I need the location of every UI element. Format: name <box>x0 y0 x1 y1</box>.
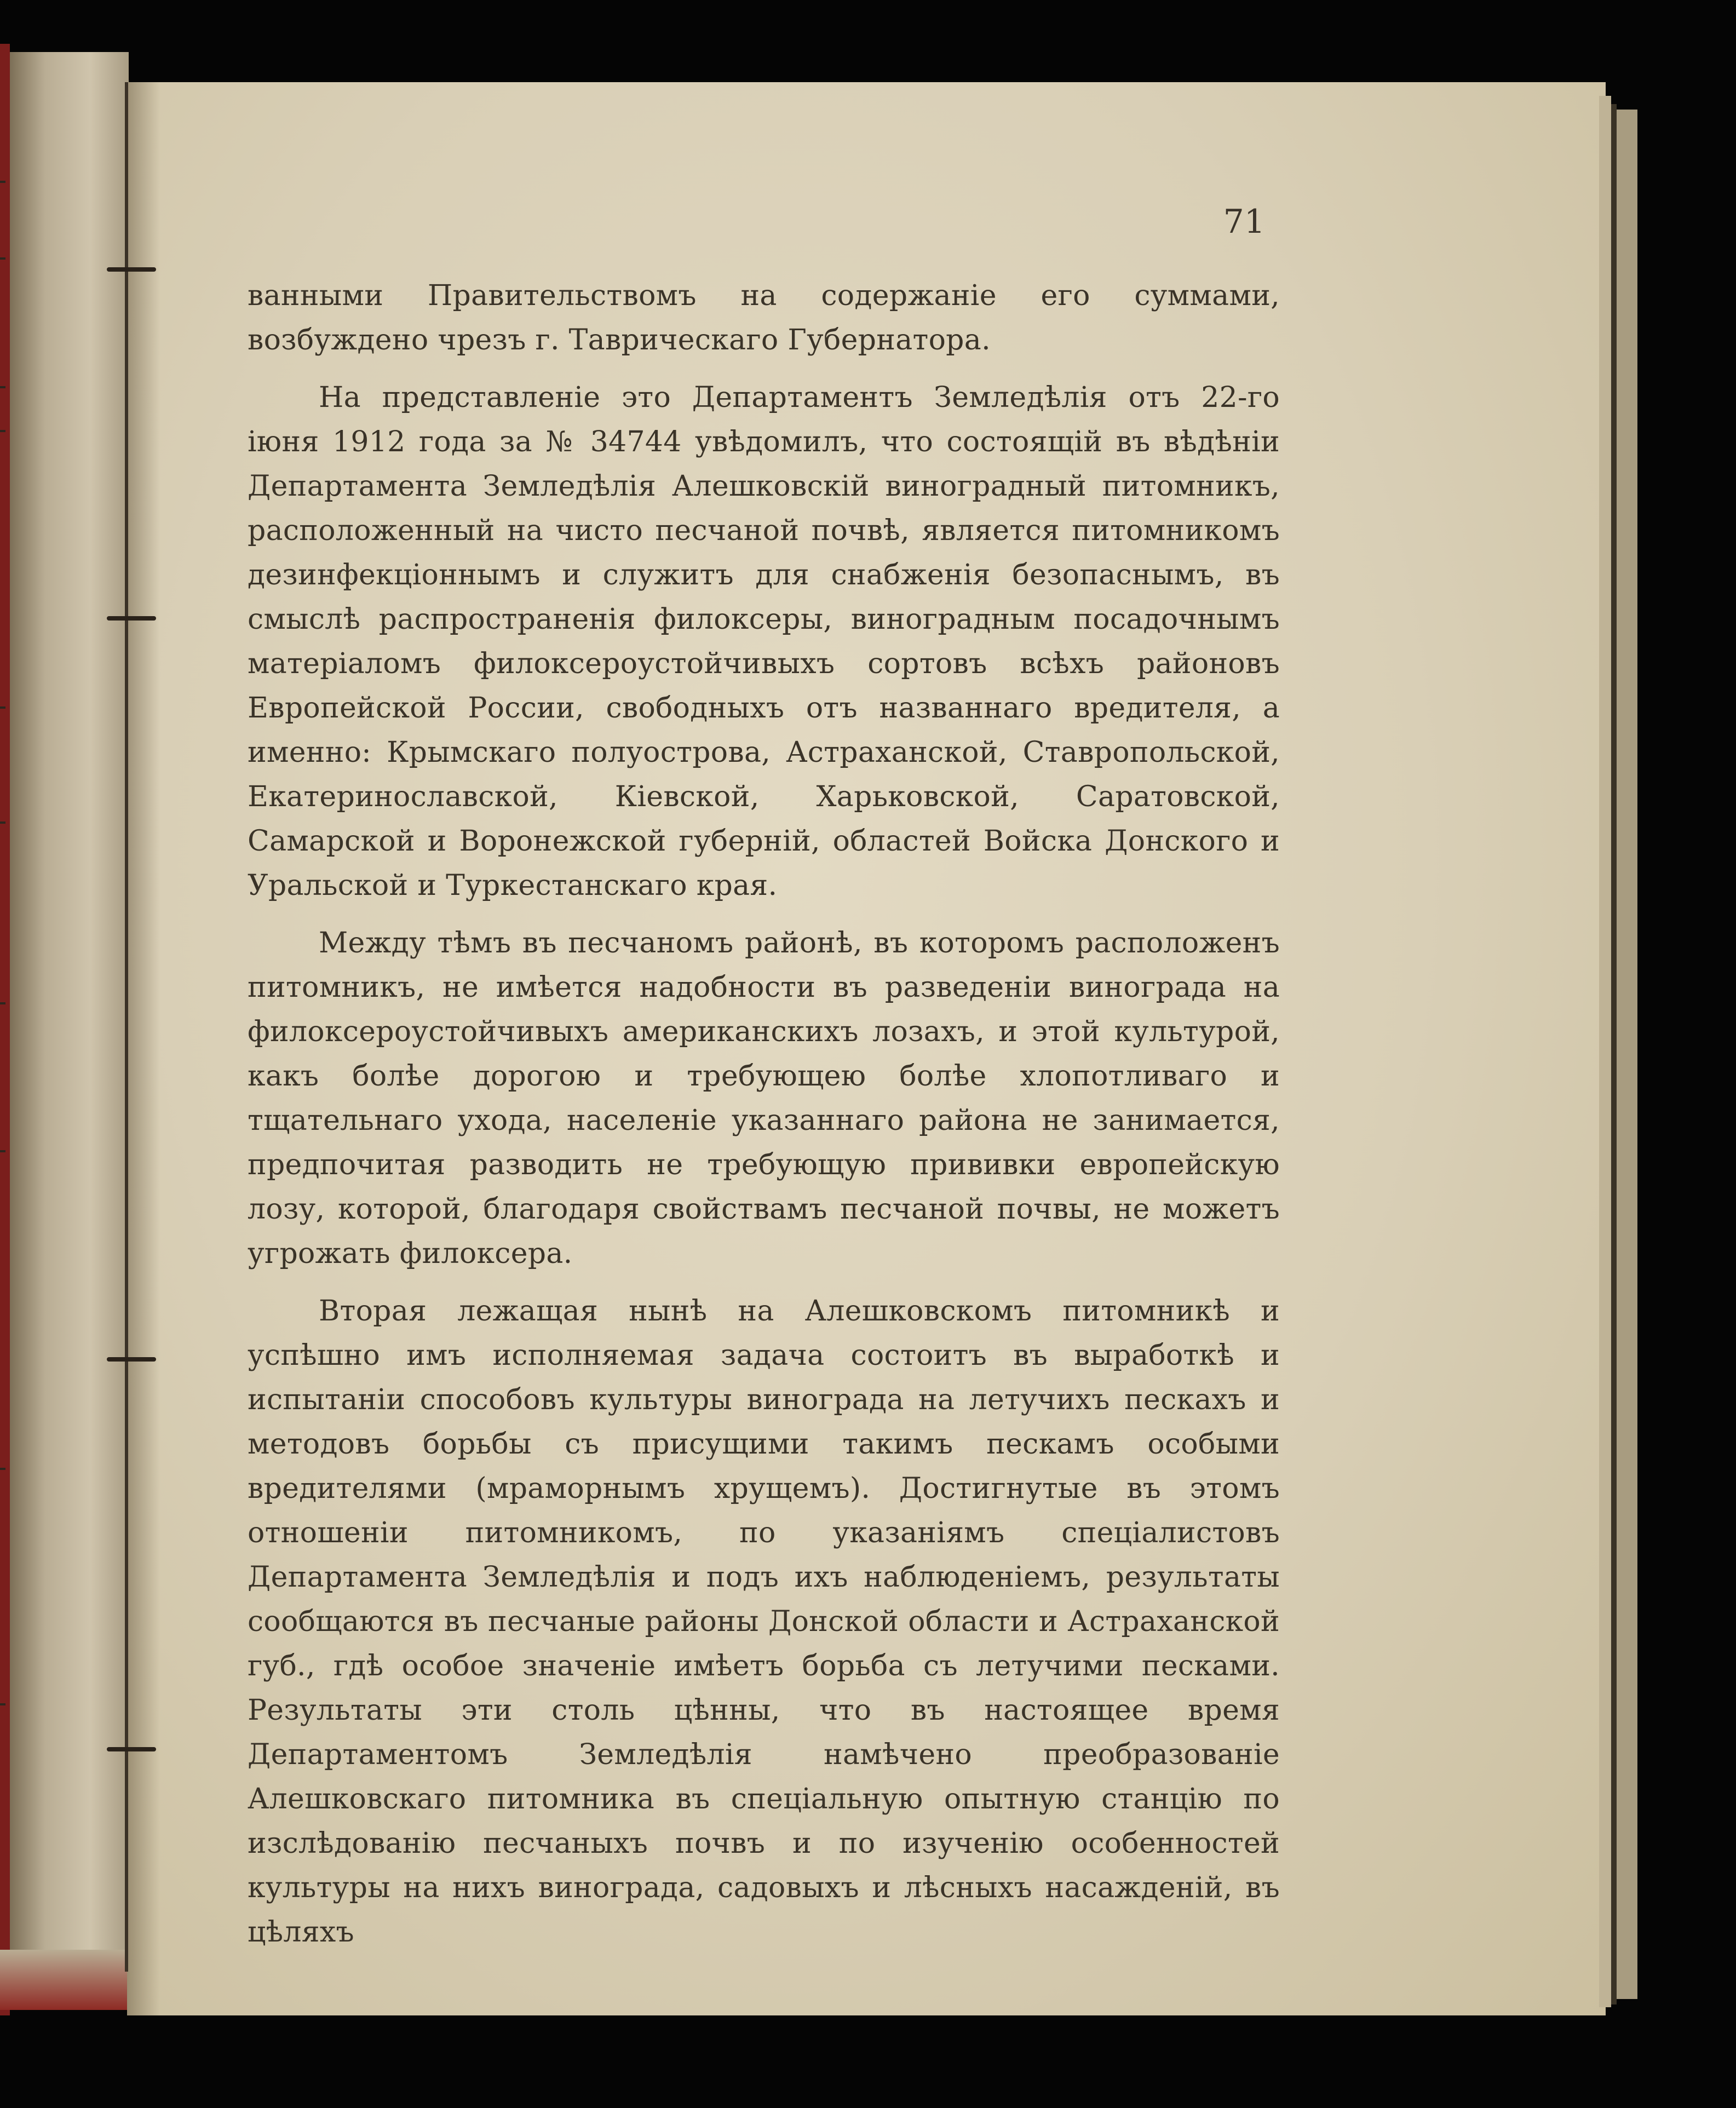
cover-corner <box>0 1950 129 2010</box>
body-text <box>248 274 1280 1955</box>
page-mark <box>0 181 5 183</box>
page-mark <box>0 1468 5 1470</box>
page-mark <box>0 257 5 260</box>
binding-stitch <box>107 267 156 272</box>
binding-stitch <box>107 1357 156 1362</box>
paragraph: Вторая лежащая нынѣ на Алешковскомъ питомникѣ и успѣшно имъ исполняемая задача состоитъ въ выработкѣ и испытаніи способовъ культуры винограда на летучихъ пескахъ и методовъ борьбы съ присущими такимъ пескамъ особыми вредителями (мраморнымъ хрущемъ). Достигнутые въ этомъ отношеніи питомникомъ, по указаніямъ спеціалистовъ Департамента Земледѣлія и подъ ихъ наблюденіемъ, результаты сообщаются въ песчаные районы Донской области и Астраханской губ., гдѣ особое значеніе имѣетъ борьба съ летучими песками. Результаты эти столь цѣнны, что въ настоящее время Департаментомъ Земледѣлія намѣчено преобразованіе Алешковскаго питомника въ спеціальную опытную станцію по изслѣдованію песчаныхъ почвъ и по изученію особенностей культуры на нихъ винограда, садовыхъ и лѣсныхъ насажденій, въ цѣляхъ <box>248 1295 1280 1949</box>
page-number: 71 <box>1223 203 1265 241</box>
spine-binding <box>125 82 128 1972</box>
left-page-edge <box>0 52 129 2007</box>
right-page-edge <box>1599 96 1611 2007</box>
page-mark <box>0 822 5 824</box>
red-cover-edge <box>0 44 10 2015</box>
paragraph: ванными Правительствомъ на содержаніе его суммами, возбуждено чрезъ г. Таврическаго Губернатора. <box>248 279 1280 357</box>
paragraph: На представленіе это Департаментъ Земледѣлія отъ 22-го іюня 1912 года за № 34744 увѣдомилъ, что состоящій въ вѣдѣніи Департамента Земледѣлія Алешковскій виноградный питомникъ, расположенный на чисто песчаной почвѣ, является питомникомъ дезинфекціоннымъ и служитъ для снабженія безопаснымъ, въ смыслѣ распространенія филоксеры, виноградным посадочнымъ матеріаломъ филоксероустойчивыхъ сортовъ всѣхъ районовъ Европейской России, свободныхъ отъ названнаго вредителя, а именно: Крымскаго полуострова, Астраханской, Ставропольской, Екатеринославской, Кіевской, Харьковской, Саратовской, Самарской и Воронежской губерній, областей Войска Донского и Уральской и Туркестанскаго края. <box>248 381 1280 902</box>
right-page-edge-stack <box>1617 110 1637 1999</box>
page-mark <box>0 430 5 432</box>
gutter-shadow <box>127 82 160 2015</box>
page-mark <box>0 1703 5 1705</box>
page-mark <box>0 707 5 709</box>
page-mark <box>0 386 5 388</box>
page-mark <box>0 1002 5 1004</box>
page-mark <box>0 1150 5 1152</box>
paragraph: Между тѣмъ въ песчаномъ районѣ, въ которомъ расположенъ питомникъ, не имѣется надобности въ разведеніи винограда на филоксероустойчивыхъ американскихъ лозахъ, и этой культурой, какъ болѣе дорогою и требующею болѣе хлопотливаго и тщательнаго ухода, населеніе указаннаго района не занимается, предпочитая разводить не требующую прививки европейскую лозу, которой, благодаря свойствамъ песчаной почвы, не можетъ угрожать филоксера. <box>248 927 1280 1270</box>
right-page-edge-shadow <box>1611 104 1617 2004</box>
binding-stitch <box>107 616 156 621</box>
binding-stitch <box>107 1747 156 1751</box>
